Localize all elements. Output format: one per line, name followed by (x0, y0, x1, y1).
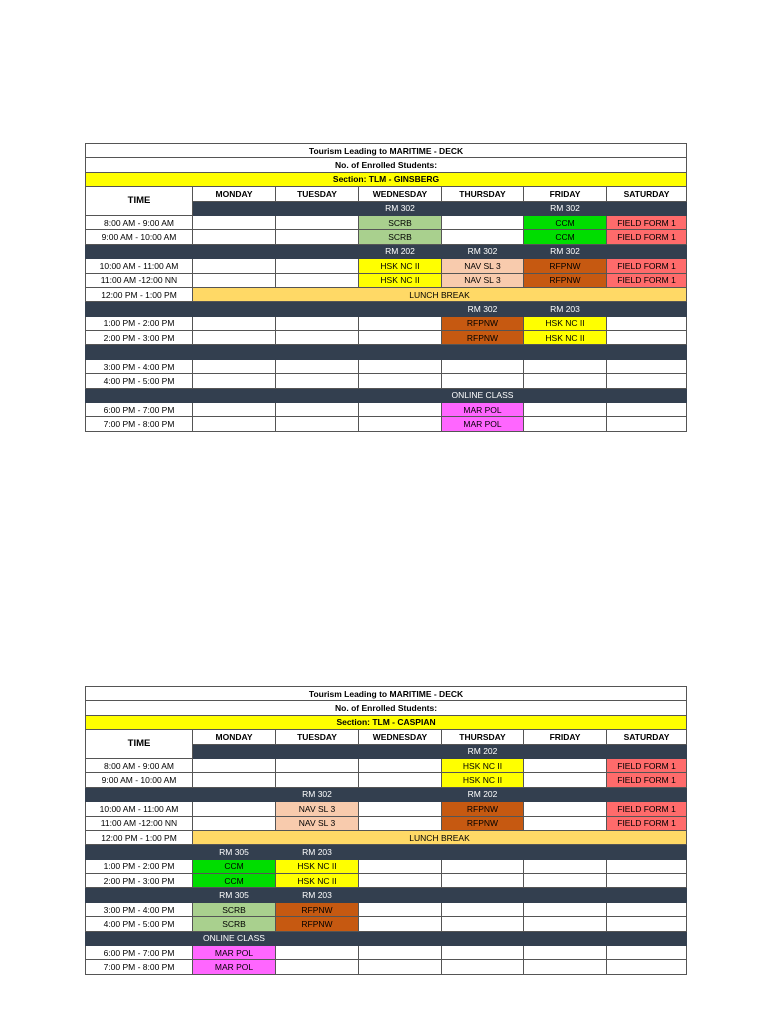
time-slot-row (86, 874, 687, 888)
empty-cell (193, 215, 276, 229)
room-row (86, 931, 687, 945)
time-slot: 3:00 PM - 4:00 PM (86, 902, 193, 916)
empty-cell (607, 359, 687, 373)
class-cell-rfpnw: RFPNW (276, 902, 359, 916)
time-slot: 6:00 PM - 7:00 PM (86, 403, 193, 417)
room-label (607, 744, 687, 758)
class-cell-field-form-1: FIELD FORM 1 (607, 230, 687, 244)
program-title: Tourism Leading to MARITIME - DECK (86, 144, 687, 158)
room-label (276, 744, 359, 758)
time-slot: 7:00 PM - 8:00 PM (86, 417, 193, 431)
day-header-row (86, 187, 687, 201)
room-label (524, 744, 607, 758)
class-cell-ccm: CCM (193, 859, 276, 873)
empty-cell (442, 902, 524, 916)
room-label (359, 345, 442, 359)
class-cell-hsk-nc-ii: HSK NC II (359, 259, 442, 273)
time-slot: 1:00 PM - 2:00 PM (86, 316, 193, 330)
empty-cell (193, 331, 276, 345)
room-label: RM 302 (524, 244, 607, 258)
room-row (86, 388, 687, 402)
day-header-row (86, 730, 687, 744)
class-cell-mar-pol: MAR POL (442, 403, 524, 417)
empty-cell (276, 946, 359, 960)
class-cell-field-form-1: FIELD FORM 1 (607, 773, 687, 787)
empty-cell (442, 874, 524, 888)
class-cell-mar-pol: MAR POL (193, 960, 276, 974)
day-header-saturday: SATURDAY (607, 187, 687, 201)
class-cell-field-form-1: FIELD FORM 1 (607, 816, 687, 830)
room-label: RM 305 (193, 845, 276, 859)
room-label (276, 201, 359, 215)
empty-cell (607, 946, 687, 960)
time-slot: 8:00 AM - 9:00 AM (86, 758, 193, 772)
empty-cell (193, 403, 276, 417)
empty-cell (193, 273, 276, 287)
room-label (276, 345, 359, 359)
day-header-thursday: THURSDAY (442, 187, 524, 201)
empty-cell (442, 215, 524, 229)
time-slot-row (86, 273, 687, 287)
empty-cell (276, 316, 359, 330)
class-cell-ccm: CCM (193, 874, 276, 888)
class-cell-hsk-nc-ii: HSK NC II (442, 758, 524, 772)
room-row (86, 845, 687, 859)
room-label: RM 302 (442, 302, 524, 316)
empty-cell (193, 374, 276, 388)
time-slot: 3:00 PM - 4:00 PM (86, 359, 193, 373)
empty-cell (524, 816, 607, 830)
room-label: RM 305 (193, 888, 276, 902)
empty-cell (193, 417, 276, 431)
room-label (442, 201, 524, 215)
empty-cell (524, 917, 607, 931)
empty-cell (359, 374, 442, 388)
time-slot-row (86, 374, 687, 388)
empty-cell (524, 374, 607, 388)
room-label: ONLINE CLASS (193, 931, 276, 945)
empty-cell (359, 902, 442, 916)
time-slot-row (86, 917, 687, 931)
room-label (442, 888, 524, 902)
class-cell-mar-pol: MAR POL (442, 417, 524, 431)
empty-cell (607, 902, 687, 916)
room-label (359, 744, 442, 758)
class-cell-field-form-1: FIELD FORM 1 (607, 215, 687, 229)
room-label (607, 244, 687, 258)
empty-cell (607, 859, 687, 873)
empty-cell (359, 331, 442, 345)
room-row (86, 787, 687, 801)
class-cell-nav-sl-3: NAV SL 3 (276, 816, 359, 830)
empty-cell (607, 917, 687, 931)
room-label: RM 203 (524, 302, 607, 316)
room-label (359, 388, 442, 402)
room-label (607, 302, 687, 316)
class-cell-field-form-1: FIELD FORM 1 (607, 802, 687, 816)
empty-cell (193, 359, 276, 373)
time-slot: 8:00 AM - 9:00 AM (86, 215, 193, 229)
empty-cell (359, 946, 442, 960)
day-header-friday: FRIDAY (524, 187, 607, 201)
empty-cell (442, 859, 524, 873)
room-row-spacer (86, 931, 193, 945)
empty-cell (524, 758, 607, 772)
time-slot-row (86, 230, 687, 244)
room-label: RM 203 (276, 845, 359, 859)
empty-cell (276, 773, 359, 787)
room-label (607, 388, 687, 402)
day-header-wednesday: WEDNESDAY (359, 187, 442, 201)
room-label (193, 744, 276, 758)
empty-cell (359, 802, 442, 816)
empty-cell (359, 859, 442, 873)
class-cell-hsk-nc-ii: HSK NC II (442, 773, 524, 787)
schedule-table-caspian (85, 686, 687, 975)
day-header-friday: FRIDAY (524, 730, 607, 744)
time-slot: 11:00 AM -12:00 NN (86, 816, 193, 830)
time-slot: 11:00 AM -12:00 NN (86, 273, 193, 287)
empty-cell (607, 417, 687, 431)
room-label (193, 201, 276, 215)
room-label (359, 845, 442, 859)
time-slot-row (86, 403, 687, 417)
empty-cell (359, 816, 442, 830)
empty-cell (442, 230, 524, 244)
empty-cell (359, 917, 442, 931)
title-row (86, 144, 687, 158)
lunch-row (86, 830, 687, 844)
empty-cell (359, 960, 442, 974)
class-cell-hsk-nc-ii: HSK NC II (359, 273, 442, 287)
empty-cell (607, 331, 687, 345)
room-label (442, 845, 524, 859)
class-cell-scrb: SCRB (193, 902, 276, 916)
room-label (276, 302, 359, 316)
day-header-tuesday: TUESDAY (276, 730, 359, 744)
empty-cell (193, 758, 276, 772)
room-label: RM 202 (442, 787, 524, 801)
time-slot-row (86, 859, 687, 873)
empty-cell (193, 802, 276, 816)
time-slot-row (86, 215, 687, 229)
empty-cell (524, 359, 607, 373)
time-slot-row (86, 773, 687, 787)
empty-cell (359, 403, 442, 417)
class-cell-rfpnw: RFPNW (524, 259, 607, 273)
lunch-break: LUNCH BREAK (193, 830, 687, 844)
empty-cell (524, 859, 607, 873)
room-label (607, 888, 687, 902)
day-header-wednesday: WEDNESDAY (359, 730, 442, 744)
empty-cell (442, 946, 524, 960)
empty-cell (524, 946, 607, 960)
lunch-break: LUNCH BREAK (193, 287, 687, 301)
time-slot-row (86, 359, 687, 373)
time-slot: 7:00 PM - 8:00 PM (86, 960, 193, 974)
room-label (607, 787, 687, 801)
room-label (193, 787, 276, 801)
room-label: ONLINE CLASS (442, 388, 524, 402)
class-cell-ccm: CCM (524, 230, 607, 244)
empty-cell (276, 359, 359, 373)
class-cell-nav-sl-3: NAV SL 3 (442, 259, 524, 273)
class-cell-rfpnw: RFPNW (442, 331, 524, 345)
room-row-spacer (86, 244, 193, 258)
day-header-saturday: SATURDAY (607, 730, 687, 744)
time-slot-row (86, 758, 687, 772)
room-row (86, 345, 687, 359)
class-cell-hsk-nc-ii: HSK NC II (276, 874, 359, 888)
room-label (524, 345, 607, 359)
room-row-spacer (86, 888, 193, 902)
empty-cell (607, 316, 687, 330)
empty-cell (359, 874, 442, 888)
empty-cell (193, 816, 276, 830)
empty-cell (193, 230, 276, 244)
class-cell-rfpnw: RFPNW (524, 273, 607, 287)
room-row (86, 888, 687, 902)
lunch-row (86, 287, 687, 301)
empty-cell (193, 259, 276, 273)
room-label: RM 302 (359, 201, 442, 215)
empty-cell (276, 374, 359, 388)
empty-cell (524, 874, 607, 888)
class-cell-field-form-1: FIELD FORM 1 (607, 259, 687, 273)
class-cell-hsk-nc-ii: HSK NC II (524, 316, 607, 330)
room-label (193, 345, 276, 359)
empty-cell (359, 758, 442, 772)
time-slot-row (86, 902, 687, 916)
room-label (524, 787, 607, 801)
time-slot-row (86, 417, 687, 431)
empty-cell (442, 374, 524, 388)
enrolled-students-label: No. of Enrolled Students: (86, 158, 687, 172)
empty-cell (607, 960, 687, 974)
time-header: TIME (86, 187, 193, 216)
class-cell-hsk-nc-ii: HSK NC II (276, 859, 359, 873)
time-slot-row (86, 960, 687, 974)
room-label: RM 302 (442, 244, 524, 258)
room-label: RM 202 (442, 744, 524, 758)
room-label: RM 302 (276, 787, 359, 801)
program-title: Tourism Leading to MARITIME - DECK (86, 687, 687, 701)
room-label (359, 787, 442, 801)
time-slot: 10:00 AM - 11:00 AM (86, 802, 193, 816)
empty-cell (524, 902, 607, 916)
day-header-monday: MONDAY (193, 730, 276, 744)
time-slot-row (86, 946, 687, 960)
empty-cell (524, 417, 607, 431)
section-row (86, 172, 687, 186)
day-header-monday: MONDAY (193, 187, 276, 201)
enrolled-students-label: No. of Enrolled Students: (86, 701, 687, 715)
empty-cell (193, 316, 276, 330)
empty-cell (607, 874, 687, 888)
room-label (524, 931, 607, 945)
empty-cell (442, 359, 524, 373)
room-label (276, 388, 359, 402)
room-row-spacer (86, 845, 193, 859)
time-slot-row (86, 802, 687, 816)
empty-cell (359, 316, 442, 330)
time-slot: 4:00 PM - 5:00 PM (86, 917, 193, 931)
empty-cell (359, 359, 442, 373)
room-label (524, 388, 607, 402)
room-label (193, 302, 276, 316)
empty-cell (524, 960, 607, 974)
room-label (524, 845, 607, 859)
time-slot: 9:00 AM - 10:00 AM (86, 230, 193, 244)
room-label (442, 931, 524, 945)
room-row-spacer (86, 345, 193, 359)
class-cell-scrb: SCRB (193, 917, 276, 931)
empty-cell (607, 374, 687, 388)
empty-cell (607, 403, 687, 417)
empty-cell (524, 802, 607, 816)
room-label (359, 888, 442, 902)
time-slot: 12:00 PM - 1:00 PM (86, 830, 193, 844)
time-slot: 1:00 PM - 2:00 PM (86, 859, 193, 873)
room-label (524, 888, 607, 902)
room-row (86, 302, 687, 316)
empty-cell (276, 259, 359, 273)
room-label (359, 302, 442, 316)
room-label: RM 302 (524, 201, 607, 215)
empty-cell (276, 331, 359, 345)
time-slot: 2:00 PM - 3:00 PM (86, 331, 193, 345)
time-slot-row (86, 316, 687, 330)
empty-cell (442, 917, 524, 931)
day-header-tuesday: TUESDAY (276, 187, 359, 201)
room-label (442, 345, 524, 359)
room-label (607, 345, 687, 359)
room-row-spacer (86, 302, 193, 316)
room-row-spacer (86, 388, 193, 402)
class-cell-rfpnw: RFPNW (442, 816, 524, 830)
room-label (276, 931, 359, 945)
class-cell-nav-sl-3: NAV SL 3 (276, 802, 359, 816)
empty-cell (276, 758, 359, 772)
class-cell-field-form-1: FIELD FORM 1 (607, 758, 687, 772)
class-cell-ccm: CCM (524, 215, 607, 229)
room-label (193, 244, 276, 258)
class-cell-rfpnw: RFPNW (276, 917, 359, 931)
room-label (607, 845, 687, 859)
empty-cell (276, 403, 359, 417)
time-header: TIME (86, 730, 193, 759)
time-slot: 4:00 PM - 5:00 PM (86, 374, 193, 388)
empty-cell (359, 773, 442, 787)
class-cell-scrb: SCRB (359, 215, 442, 229)
section-row (86, 715, 687, 729)
room-label (359, 931, 442, 945)
empty-cell (276, 215, 359, 229)
class-cell-hsk-nc-ii: HSK NC II (524, 331, 607, 345)
time-slot: 9:00 AM - 10:00 AM (86, 773, 193, 787)
class-cell-rfpnw: RFPNW (442, 802, 524, 816)
section-name: Section: TLM - GINSBERG (86, 172, 687, 186)
class-cell-rfpnw: RFPNW (442, 316, 524, 330)
empty-cell (276, 960, 359, 974)
day-header-thursday: THURSDAY (442, 730, 524, 744)
empty-cell (524, 773, 607, 787)
class-cell-field-form-1: FIELD FORM 1 (607, 273, 687, 287)
time-slot-row (86, 259, 687, 273)
room-row-spacer (86, 787, 193, 801)
room-label (276, 244, 359, 258)
empty-cell (193, 773, 276, 787)
time-slot: 2:00 PM - 3:00 PM (86, 874, 193, 888)
class-cell-nav-sl-3: NAV SL 3 (442, 273, 524, 287)
room-label (607, 931, 687, 945)
room-row (86, 244, 687, 258)
empty-cell (276, 273, 359, 287)
title-row (86, 687, 687, 701)
room-label (607, 201, 687, 215)
room-label: RM 203 (276, 888, 359, 902)
time-slot-row (86, 816, 687, 830)
time-slot: 6:00 PM - 7:00 PM (86, 946, 193, 960)
empty-cell (524, 403, 607, 417)
time-slot: 10:00 AM - 11:00 AM (86, 259, 193, 273)
time-slot-row (86, 331, 687, 345)
class-cell-mar-pol: MAR POL (193, 946, 276, 960)
empty-cell (359, 417, 442, 431)
enrolled-row (86, 158, 687, 172)
empty-cell (442, 960, 524, 974)
time-slot: 12:00 PM - 1:00 PM (86, 287, 193, 301)
empty-cell (276, 230, 359, 244)
empty-cell (276, 417, 359, 431)
room-label (193, 388, 276, 402)
room-label: RM 202 (359, 244, 442, 258)
class-cell-scrb: SCRB (359, 230, 442, 244)
schedule-table-ginsberg (85, 143, 687, 432)
section-name: Section: TLM - CASPIAN (86, 715, 687, 729)
enrolled-row (86, 701, 687, 715)
